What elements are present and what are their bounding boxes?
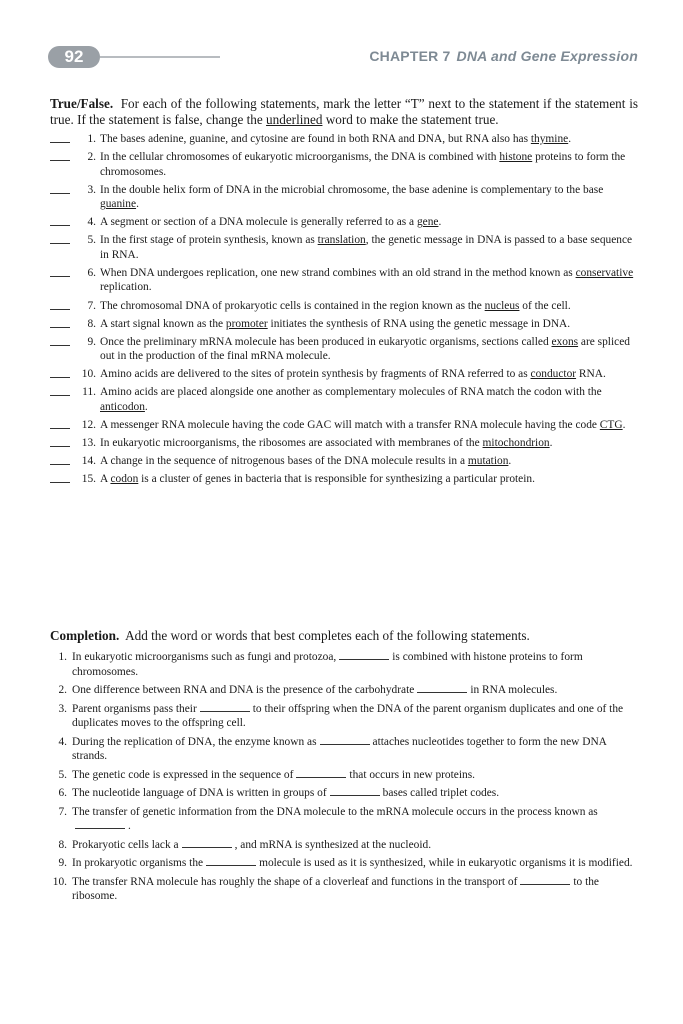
statement-text: In eukaryotic microorganisms such as fungi and protozoa, — [72, 651, 337, 663]
underlined-word: promoter — [225, 317, 268, 330]
statement-text-end: . — [622, 419, 626, 432]
tf-item-3 — [50, 183, 638, 212]
underlined-word: mutation — [467, 455, 509, 468]
statement-text-end: . — [549, 437, 553, 450]
statement-text-end: replication. — [100, 281, 152, 294]
underlined-word: anticodon — [100, 400, 145, 413]
answer-blank[interactable] — [50, 345, 70, 346]
item-number: 10. — [52, 875, 67, 888]
underlined-word: guanine — [100, 198, 137, 211]
item-number: 9. — [58, 857, 67, 869]
statement-text: Amino acids are placed alongside one another as complementary molecules of RNA match the codon with the — [100, 386, 602, 399]
tf-item-4 — [50, 215, 638, 230]
answer-blank[interactable] — [50, 160, 70, 161]
statement-text: In the first stage of protein synthesis, known as — [100, 234, 318, 247]
answer-blank[interactable] — [50, 482, 70, 483]
fill-in-blank[interactable] — [339, 650, 389, 660]
statement-text-end: initiates the synthesis of RNA using the genetic message in DNA. — [267, 317, 571, 330]
fill-in-blank[interactable] — [182, 838, 232, 848]
page-header — [48, 44, 648, 70]
answer-blank[interactable] — [50, 327, 70, 328]
tf-item-7 — [50, 299, 638, 314]
item-number: 6. — [58, 787, 67, 799]
statement-text: A segment or section of a DNA molecule is generally referred to as a — [100, 216, 417, 229]
statement-text-end: is combined with histone proteins to form chromosomes. — [72, 651, 583, 678]
statement-text-end: attaches nucleotides together to form the new DNA strands. — [72, 735, 607, 762]
statement-text: Parent organisms pass their — [72, 702, 197, 715]
statement-text-end: that occurs in new proteins. — [349, 768, 475, 781]
statement-text: The transfer RNA molecule has roughly the shape of a cloverleaf and functions in the transport of — [72, 875, 518, 888]
true-false-list — [50, 132, 638, 487]
statement-text-end: are spliced out in the production of the final mRNA molecule. — [100, 335, 630, 363]
completion-instructions: Completion. Add the word or words that best completes each of the following statements. — [50, 628, 530, 643]
completion-item-1 — [50, 650, 638, 679]
underlined-word: CTG — [599, 419, 623, 432]
item-number: 14. — [81, 455, 96, 468]
statement-text: In the double helix form of DNA in the microbial chromosome, the base adenine is complementary to the base — [100, 183, 604, 196]
underlined-word: translation — [317, 234, 366, 247]
completion-item-3 — [50, 702, 638, 731]
item-number: 3. — [58, 702, 67, 715]
underlined-word: exons — [551, 335, 579, 348]
item-number: 9. — [87, 335, 96, 348]
statement-text-end: to their offspring when the DNA of the parent organism duplicates and one of the duplicates moves to the offspring cell. — [72, 702, 624, 729]
item-number: 8. — [87, 317, 96, 330]
fill-in-blank[interactable] — [320, 735, 370, 745]
item-number: 5. — [58, 768, 67, 781]
tf-item-13 — [50, 436, 638, 451]
statement-text-end: , the genetic message in DNA is passed to a base sequence in RNA. — [100, 234, 633, 261]
fill-in-blank[interactable] — [296, 768, 346, 778]
statement-text-end: , and mRNA is synthesized at the nucleoid. — [234, 838, 432, 851]
statement-text-end: . — [128, 820, 131, 832]
answer-blank[interactable] — [50, 464, 70, 465]
fill-in-blank[interactable] — [417, 683, 467, 693]
statement-text: When DNA undergoes replication, one new strand combines with an old strand in the method known as — [100, 266, 576, 279]
item-number: 7. — [58, 805, 67, 818]
item-number: 7. — [87, 299, 96, 312]
statement-text-end: . — [144, 400, 148, 413]
tf-item-5 — [50, 233, 638, 262]
tf-item-1 — [50, 132, 638, 147]
answer-blank[interactable] — [50, 243, 70, 244]
statement-text-end: . — [508, 455, 512, 468]
statement-text-end: molecule is used as it is synthesized, while in eukaryotic organisms it is modified. — [259, 857, 633, 869]
statement-text: The bases adenine, guanine, and cytosine are found in both RNA and DNA, but RNA also has — [100, 133, 531, 145]
completion-list — [50, 650, 638, 904]
underlined-word: conductor — [530, 368, 577, 381]
statement-text-end: to the ribosome. — [72, 875, 599, 902]
completion-item-5 — [50, 768, 638, 783]
fill-in-blank[interactable] — [75, 819, 125, 829]
underlined-word: conservative — [575, 266, 634, 279]
underlined-word: histone — [499, 151, 533, 164]
item-number: 15. — [81, 473, 96, 486]
item-number: 2. — [87, 151, 96, 164]
item-number: 12. — [81, 419, 96, 432]
completion-section — [50, 628, 638, 908]
fill-in-blank[interactable] — [330, 786, 380, 796]
item-number: 3. — [87, 183, 96, 196]
completion-item-8 — [50, 838, 638, 853]
completion-item-9 — [50, 856, 638, 871]
completion-item-7 — [50, 805, 638, 834]
statement-text-end: . — [568, 133, 572, 145]
statement-text-end: . — [136, 198, 139, 211]
item-number: 11. — [82, 386, 96, 399]
tf-item-8 — [50, 317, 638, 332]
statement-text-end: RNA. — [576, 368, 606, 381]
item-number: 1. — [58, 651, 67, 663]
completion-item-6 — [50, 786, 638, 801]
fill-in-blank[interactable] — [200, 702, 250, 712]
page-number-badge: 92 — [48, 46, 100, 68]
tf-item-15 — [50, 472, 638, 487]
statement-text: A change in the sequence of nitrogenous bases of the DNA molecule results in a — [100, 455, 468, 468]
header-rule — [100, 56, 220, 58]
completion-item-10 — [50, 875, 638, 904]
fill-in-blank[interactable] — [520, 875, 570, 885]
statement-text: The transfer of genetic information from the DNA molecule to the mRNA molecule occurs in the process known as — [72, 805, 598, 818]
chapter-label: CHAPTER 7 — [369, 48, 451, 64]
item-number: 2. — [58, 684, 67, 696]
true-false-instructions: True/False. For each of the following statements, mark the letter “T” next to the statement if the statement is true. If the statement is false, change the underlined word to make the statement true. — [50, 96, 639, 127]
statement-text: Once the preliminary mRNA molecule has been produced in eukaryotic organisms, sections called — [100, 335, 552, 348]
fill-in-blank[interactable] — [206, 856, 256, 866]
tf-item-2 — [50, 150, 638, 179]
item-number: 6. — [87, 266, 96, 279]
statement-text-end: . — [438, 216, 442, 229]
statement-text: In prokaryotic organisms the — [72, 857, 204, 869]
tf-item-6 — [50, 266, 638, 295]
item-number: 1. — [87, 133, 96, 145]
answer-blank[interactable] — [50, 142, 70, 143]
statement-text: The chromosomal DNA of prokaryotic cells is contained in the region known as the — [100, 299, 485, 312]
true-false-heading: True/False. — [50, 96, 114, 111]
item-number: 4. — [58, 735, 67, 748]
underlined-word: thymine — [530, 133, 569, 145]
answer-blank[interactable] — [50, 193, 70, 194]
chapter-heading — [369, 48, 638, 64]
statement-text: A — [100, 473, 111, 486]
answer-blank[interactable] — [50, 276, 70, 277]
statement-text: A start signal known as the — [100, 317, 226, 330]
statement-text-end: bases called triplet codes. — [382, 787, 500, 799]
answer-blank[interactable] — [50, 428, 70, 429]
completion-heading: Completion. — [50, 628, 120, 643]
underlined-word: codon — [110, 473, 139, 486]
statement-text: Prokaryotic cells lack a — [72, 838, 179, 851]
statement-text-end: of the cell. — [519, 299, 571, 312]
tf-item-9 — [50, 335, 638, 364]
item-number: 5. — [87, 234, 96, 247]
true-false-section — [50, 96, 638, 490]
answer-blank[interactable] — [50, 446, 70, 447]
tf-item-11 — [50, 385, 638, 414]
item-number: 8. — [58, 838, 67, 851]
item-number: 13. — [81, 437, 96, 450]
statement-text: One difference between RNA and DNA is the presence of the carbohydrate — [72, 684, 415, 696]
statement-text: In eukaryotic microorganisms, the ribosomes are associated with membranes of the — [100, 437, 483, 450]
statement-text: In the cellular chromosomes of eukaryotic microorganisms, the DNA is combined with — [100, 151, 500, 164]
answer-blank[interactable] — [50, 395, 70, 396]
underlined-word: nucleus — [484, 299, 520, 312]
item-number: 10. — [81, 368, 96, 381]
statement-text: During the replication of DNA, the enzyme known as — [72, 735, 317, 748]
tf-item-14 — [50, 454, 638, 469]
statement-text: A messenger RNA molecule having the code GAC will match with a transfer RNA molecule having the code — [100, 419, 600, 432]
tf-item-12 — [50, 418, 638, 433]
statement-text-end: in RNA molecules. — [470, 684, 558, 696]
statement-text: The genetic code is expressed in the sequence of — [72, 768, 294, 781]
statement-text-end: proteins to form the chromosomes. — [100, 151, 626, 178]
answer-blank[interactable] — [50, 377, 70, 378]
underlined-word: mitochondrion — [482, 437, 550, 450]
answer-blank[interactable] — [50, 225, 70, 226]
statement-text-end: is a cluster of genes in bacteria that is responsible for synthesizing a particular protein. — [138, 473, 535, 486]
answer-blank[interactable] — [50, 309, 70, 310]
underlined-word: gene — [416, 216, 439, 229]
chapter-title: DNA and Gene Expression — [456, 48, 638, 64]
completion-item-2 — [50, 683, 638, 698]
item-number: 4. — [87, 216, 96, 229]
statement-text: The nucleotide language of DNA is written in groups of — [72, 787, 327, 799]
completion-item-4 — [50, 735, 638, 764]
statement-text: Amino acids are delivered to the sites of protein synthesis by fragments of RNA referred to as — [100, 368, 531, 381]
tf-item-10 — [50, 367, 638, 382]
